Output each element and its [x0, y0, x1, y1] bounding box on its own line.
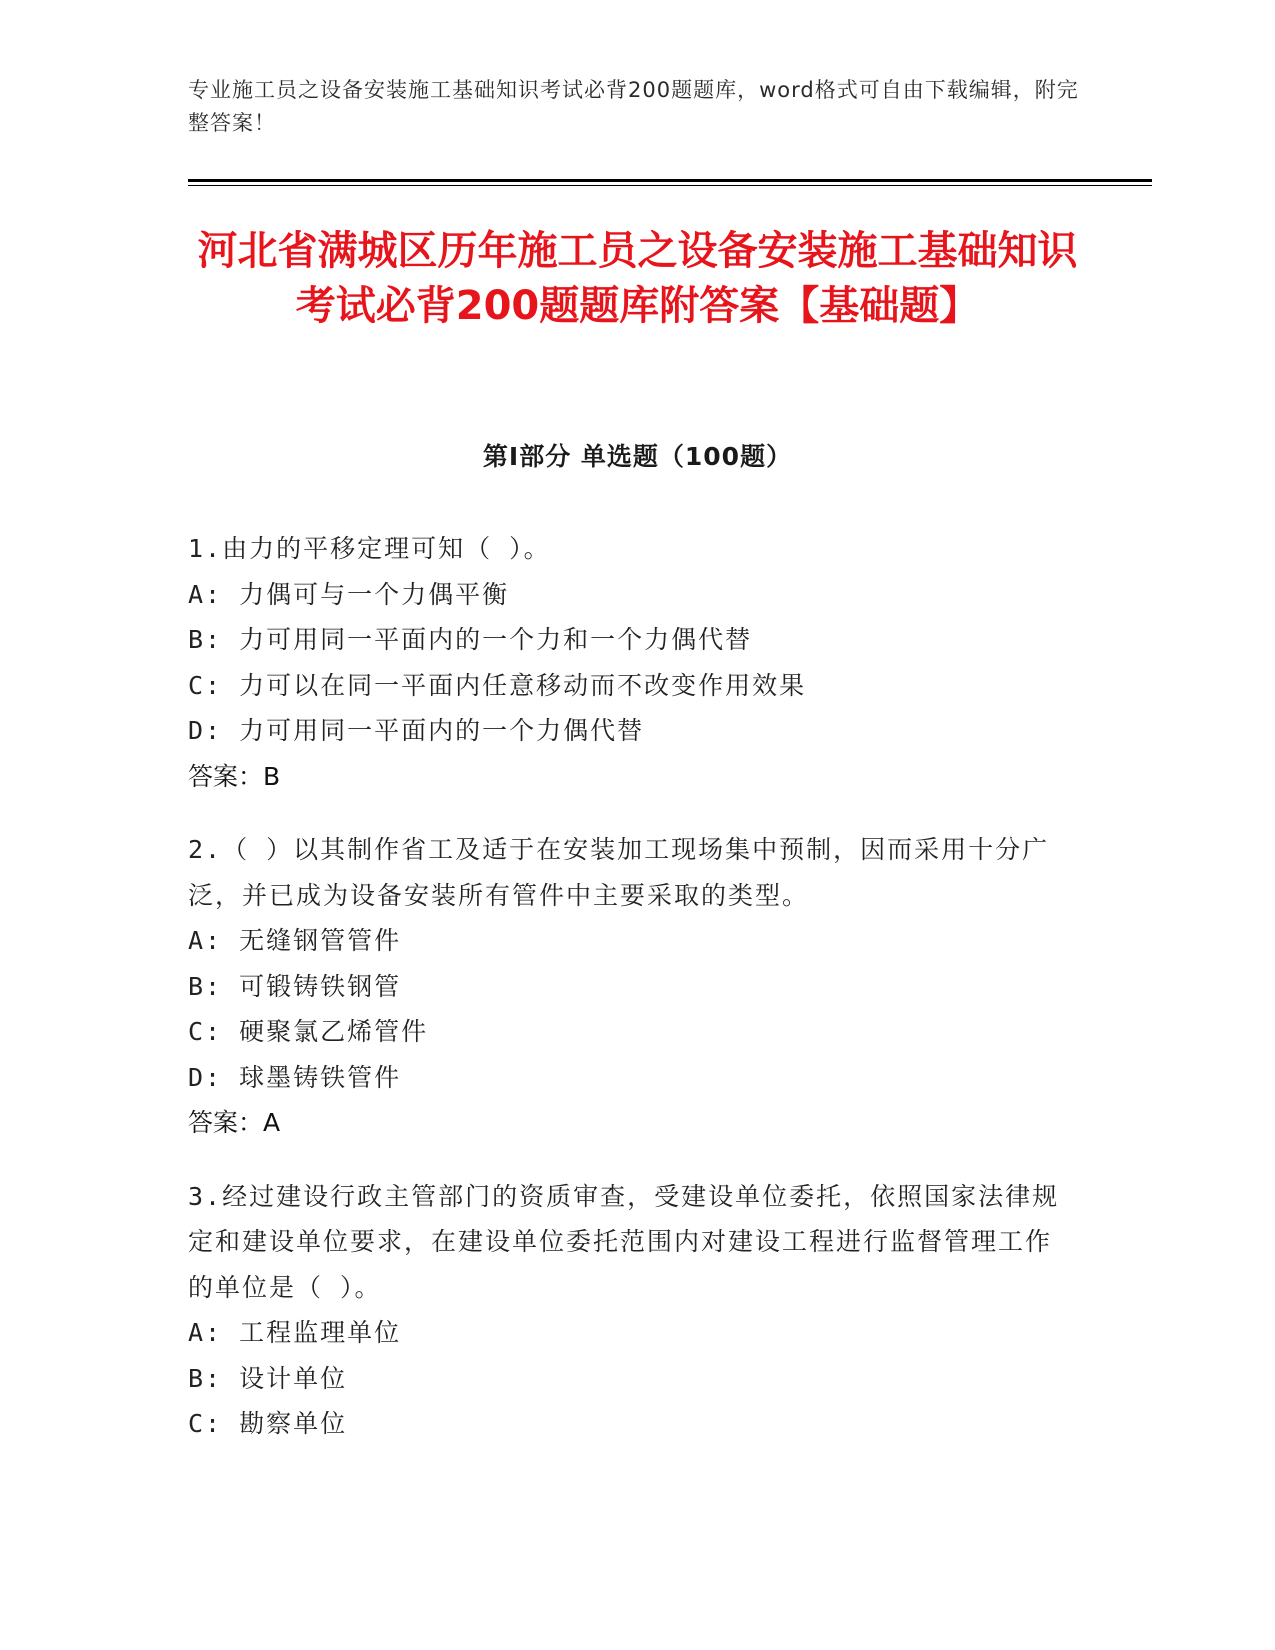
header-note: 专业施工员之设备安装施工基础知识考试必背200题题库，word格式可自由下载编辑，附完整答案！	[188, 78, 1079, 135]
question-item	[188, 526, 1068, 799]
answer: 答案：A	[188, 1108, 281, 1137]
question-list	[188, 526, 1068, 1475]
option-c: C: 勘察单位	[188, 1409, 348, 1438]
header-rule-thin	[188, 185, 1152, 186]
header-rule-thick	[188, 179, 1152, 182]
section-title: 第I部分 单选题（100题）	[482, 442, 793, 471]
option-a: A: 力偶可与一个力偶平衡	[188, 579, 510, 609]
option-d: D: 球墨铸铁管件	[188, 1062, 402, 1092]
option-b: B: 可锻铸铁钢管	[188, 971, 402, 1001]
document-title: 河北省满城区历年施工员之设备安装施工基础知识考试必背200题题库附答案【基础题】	[197, 228, 1078, 329]
question-stem: 1.由力的平移定理可知（ ）。	[188, 534, 551, 563]
answer: 答案：B	[188, 761, 281, 791]
option-a: A: 无缝钢管管件	[188, 926, 402, 955]
option-b: B: 设计单位	[188, 1363, 348, 1393]
question-item	[188, 827, 1068, 1146]
option-c: C: 硬聚氯乙烯管件	[188, 1017, 429, 1046]
option-a: A: 工程监理单位	[188, 1318, 402, 1347]
question-item	[188, 1174, 1068, 1447]
option-d: D: 力可用同一平面内的一个力偶代替	[188, 716, 645, 745]
question-stem: 3.经过建设行政主管部门的资质审查，受建设单位委托，依照国家法律规定和建设单位要求，在建设单位委托范围内对建设工程进行监督管理工作的单位是（ ）。	[188, 1181, 1060, 1302]
option-c: C: 力可以在同一平面内任意移动而不改变作用效果	[188, 670, 807, 700]
option-b: B: 力可用同一平面内的一个力和一个力偶代替	[188, 625, 753, 654]
question-stem: 2.（ ）以其制作省工及适于在安装加工现场集中预制，因而采用十分广泛，并已成为设备安装所有管件中主要采取的类型。	[188, 835, 1050, 910]
